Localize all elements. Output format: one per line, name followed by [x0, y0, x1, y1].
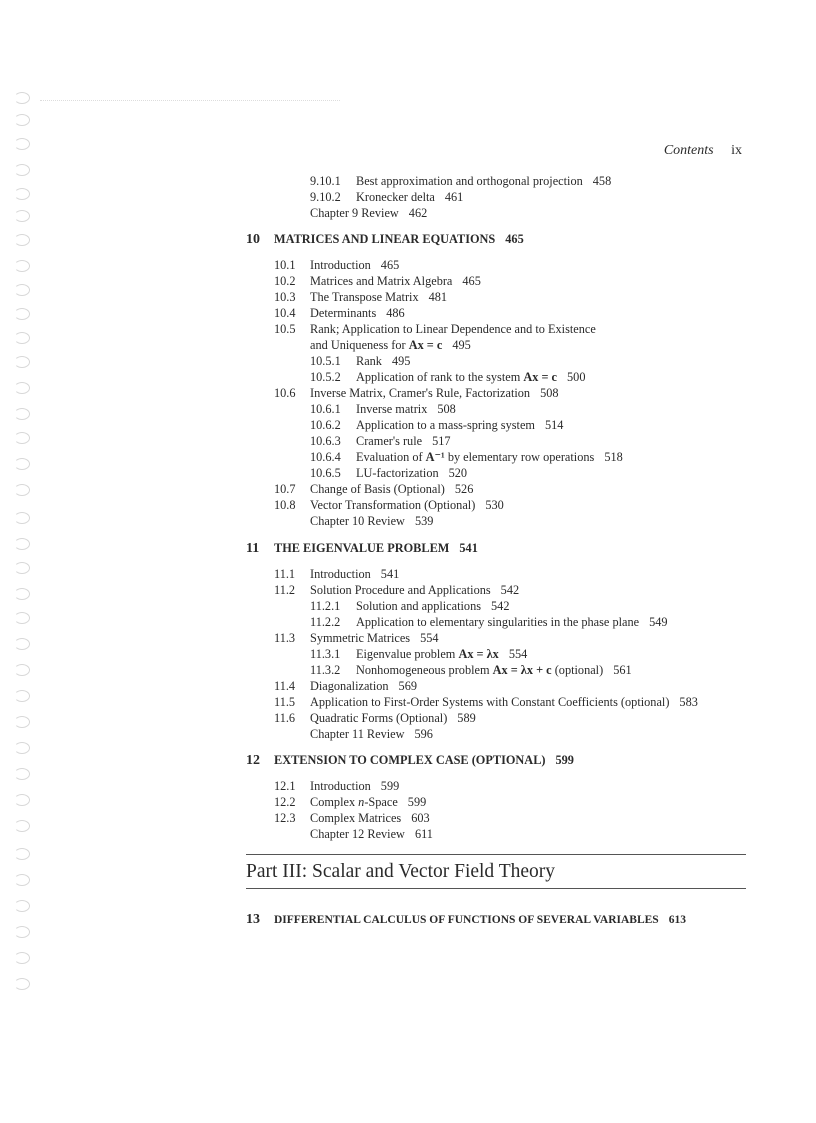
page-number: 569 — [398, 679, 417, 693]
toc-entry-11-2-2[interactable] — [310, 615, 668, 630]
equation: Ax = λx + c — [492, 663, 552, 677]
toc-entry-10-4[interactable] — [274, 306, 405, 321]
section-number: 10.1 — [274, 258, 296, 272]
section-number: 11.6 — [274, 711, 296, 725]
toc-entry-10-2[interactable] — [274, 274, 481, 289]
toc-entry-10-6-2[interactable] — [310, 418, 563, 433]
section-title: The Transpose Matrix — [310, 290, 419, 304]
page-number: 611 — [414, 827, 433, 841]
section-title: Inverse matrix — [356, 402, 428, 416]
section-title: Application of rank to the system — [356, 370, 521, 384]
page-number: 465 — [462, 274, 481, 288]
section-title: Matrices and Matrix Algebra — [310, 274, 453, 288]
toc-chapter-11[interactable] — [246, 541, 478, 557]
page-number: 599 — [407, 795, 427, 809]
part-rule-bottom — [246, 888, 746, 889]
page-number: 465 — [505, 232, 524, 246]
section-title: Kronecker delta — [356, 190, 435, 204]
section-title: Quadratic Forms (Optional) — [310, 711, 448, 725]
section-number: 11.3.1 — [310, 647, 341, 661]
section-number: 10.6.3 — [310, 434, 341, 448]
page-number: 541 — [380, 567, 400, 581]
section-title: Evaluation of — [356, 450, 423, 464]
section-number: 10.5.2 — [310, 370, 341, 384]
section-title: Introduction — [310, 258, 371, 272]
page-number: 508 — [540, 386, 559, 400]
toc-entry-chapter-12-review[interactable] — [310, 827, 433, 842]
header-title: Contents — [663, 143, 714, 158]
section-number: 11.3.2 — [310, 663, 341, 677]
section-title: Inverse Matrix, Cramer's Rule, Factorization — [310, 386, 531, 400]
chapter-number: 12 — [246, 753, 260, 768]
page-number: 520 — [448, 466, 468, 480]
page-number: 613 — [668, 914, 686, 926]
section-title: Complex Matrices — [310, 811, 402, 825]
section-number: 10.6.2 — [310, 418, 341, 432]
chapter-number: 11 — [246, 541, 260, 556]
toc-entry-10-3[interactable] — [274, 290, 447, 305]
toc-entry-10-1[interactable] — [274, 258, 399, 273]
page-number: 554 — [508, 647, 528, 661]
section-number: 10.4 — [274, 306, 296, 320]
equation: Ax = λx — [458, 647, 499, 661]
toc-entry-11-2[interactable] — [274, 583, 519, 598]
page-number: 495 — [391, 354, 411, 368]
chapter-number: 10 — [246, 232, 260, 247]
page-number: 500 — [567, 370, 586, 384]
section-title: Chapter 11 Review — [310, 727, 405, 741]
section-title: LU-factorization — [356, 466, 439, 480]
section-number: 10.5.1 — [310, 354, 341, 368]
section-title-continued: and Uniqueness for — [310, 338, 406, 352]
toc-entry-10-6-4[interactable] — [310, 450, 623, 465]
page-number: 518 — [604, 450, 623, 464]
section-title: Determinants — [310, 306, 377, 320]
toc-entry-10-6-3[interactable] — [310, 434, 451, 449]
section-number: 12.3 — [274, 811, 296, 825]
page-number: 495 — [452, 338, 471, 352]
equation: Ax = c — [408, 338, 443, 352]
section-title: Application to First-Order Systems with Constant Coefficients (optional) — [310, 695, 670, 709]
toc-entry-10-5-1[interactable] — [310, 354, 410, 369]
section-number: 11.2 — [274, 583, 296, 597]
toc-entry-9-10-2[interactable] — [310, 190, 463, 205]
toc-entry-chapter-9-review[interactable] — [310, 206, 427, 221]
page-number: 542 — [500, 583, 520, 597]
section-number: 11.2.1 — [310, 599, 341, 613]
toc-entry-10-8[interactable] — [274, 498, 504, 513]
section-title: Chapter 12 Review — [310, 827, 405, 841]
toc-entry-11-3[interactable] — [274, 631, 439, 646]
section-title: Application to elementary singularities in the phase plane — [356, 615, 640, 629]
page-number: 481 — [428, 290, 448, 304]
toc-entry-10-6[interactable] — [274, 386, 559, 401]
section-number: 10.3 — [274, 290, 296, 304]
section-title: Rank — [356, 354, 382, 368]
section-number: 12.1 — [274, 779, 296, 793]
variable: n — [358, 795, 365, 809]
section-number: 12.2 — [274, 795, 296, 809]
section-number: 11.1 — [274, 567, 296, 581]
toc-entry-10-7[interactable] — [274, 482, 473, 497]
toc-entry-11-6[interactable] — [274, 711, 476, 726]
toc-entry-12-3[interactable] — [274, 811, 430, 826]
page-number: 517 — [432, 434, 451, 448]
page-number: 599 — [380, 779, 400, 793]
page-number: 589 — [457, 711, 476, 725]
running-header — [664, 143, 742, 159]
section-title: Chapter 10 Review — [310, 514, 405, 528]
page-number: 549 — [649, 615, 668, 629]
section-number: 11.2.2 — [310, 615, 341, 629]
toc-chapter-12[interactable] — [246, 753, 574, 769]
page-number: 603 — [411, 811, 430, 825]
toc-entry-10-6-5[interactable] — [310, 466, 467, 481]
toc-entry-10-6-1[interactable] — [310, 402, 456, 417]
section-title: Vector Transformation (Optional) — [310, 498, 476, 512]
section-title: Cramer's rule — [356, 434, 423, 448]
section-number: 10.6.1 — [310, 402, 341, 416]
page-number: 541 — [459, 541, 478, 555]
section-title: Symmetric Matrices — [310, 631, 411, 645]
toc-entry-chapter-10-review[interactable] — [310, 514, 433, 529]
section-number: 11.4 — [274, 679, 296, 693]
scan-artifact-line — [40, 100, 340, 101]
page-number: 526 — [454, 482, 474, 496]
page-number: 542 — [491, 599, 510, 613]
toc-entry-12-1[interactable] — [274, 779, 399, 794]
page-number: 458 — [592, 174, 612, 188]
toc-entry-11-5[interactable] — [274, 695, 698, 710]
equation: A⁻¹ — [425, 450, 445, 464]
page-number: 561 — [613, 663, 632, 677]
chapter-title: MATRICES AND LINEAR EQUATIONS — [274, 232, 496, 246]
section-number: 9.10.1 — [310, 174, 341, 188]
toc-entry-chapter-11-review[interactable] — [310, 727, 433, 742]
section-number: 10.2 — [274, 274, 296, 288]
toc-entry-11-3-2[interactable] — [310, 663, 632, 678]
section-number: 10.6.5 — [310, 466, 341, 480]
toc-entry-11-4[interactable] — [274, 679, 417, 694]
page-number: 462 — [408, 206, 428, 220]
page-number: 596 — [414, 727, 433, 741]
section-title: Complex — [310, 795, 356, 809]
section-title-rest: -Space — [364, 795, 398, 809]
header-page-number: ix — [731, 143, 742, 158]
section-title: Change of Basis (Optional) — [310, 482, 445, 496]
section-title: Best approximation and orthogonal projection — [356, 174, 583, 188]
part-heading[interactable]: Part III: Scalar and Vector Field Theory — [246, 861, 556, 882]
scan-margin-marks — [14, 92, 34, 1022]
chapter-title: THE EIGENVALUE PROBLEM — [274, 541, 450, 555]
section-title: Nonhomogeneous problem — [356, 663, 490, 677]
section-number: 10.6.4 — [310, 450, 341, 464]
page-number: 465 — [380, 258, 400, 272]
section-title: Eigenvalue problem — [356, 647, 456, 661]
toc-entry-12-2[interactable] — [274, 795, 426, 810]
page-number: 599 — [555, 753, 574, 767]
section-number: 10.5 — [274, 322, 296, 336]
toc-chapter-13[interactable] — [246, 912, 686, 928]
toc-entry-10-5[interactable] — [274, 322, 596, 337]
page-number: 486 — [386, 306, 405, 320]
toc-entry-11-2-1[interactable] — [310, 599, 509, 614]
equation: Ax = c — [523, 370, 558, 384]
page-number: 539 — [414, 514, 434, 528]
chapter-number: 13 — [246, 912, 260, 927]
section-number: 10.6 — [274, 386, 296, 400]
toc-entry-11-3-1[interactable] — [310, 647, 527, 662]
section-title: Introduction — [310, 567, 371, 581]
page-number: 508 — [437, 402, 456, 416]
toc-entry-10-5-2[interactable] — [310, 370, 585, 385]
section-title: Introduction — [310, 779, 371, 793]
section-number: 9.10.2 — [310, 190, 341, 204]
section-number: 11.3 — [274, 631, 296, 645]
toc-entry-10-5-continued[interactable] — [310, 338, 471, 353]
section-number: 10.8 — [274, 498, 296, 512]
page-number: 583 — [679, 695, 698, 709]
section-title: Application to a mass-spring system — [356, 418, 535, 432]
chapter-title: DIFFERENTIAL CALCULUS OF FUNCTIONS OF SEVERAL VARIABLES — [274, 914, 659, 926]
toc-entry-9-10-1[interactable] — [310, 174, 611, 189]
page-number: 514 — [544, 418, 564, 432]
section-title: Chapter 9 Review — [310, 206, 399, 220]
section-number: 10.7 — [274, 482, 296, 496]
section-number: 11.5 — [274, 695, 296, 709]
toc-chapter-10[interactable] — [246, 232, 524, 248]
page-number: 554 — [420, 631, 439, 645]
page-number: 461 — [444, 190, 464, 204]
section-title: Solution Procedure and Applications — [310, 583, 491, 597]
section-title: Rank; Application to Linear Dependence and to Existence — [310, 322, 596, 336]
section-title: Solution and applications — [356, 599, 482, 613]
toc-entry-11-1[interactable] — [274, 567, 399, 582]
section-title: Diagonalization — [310, 679, 389, 693]
chapter-title: EXTENSION TO COMPLEX CASE (OPTIONAL) — [274, 753, 546, 767]
section-title-rest: by elementary row operations — [447, 450, 595, 464]
page-number: 530 — [485, 498, 504, 512]
section-title-rest: (optional) — [554, 663, 604, 677]
part-rule-top — [246, 854, 746, 855]
